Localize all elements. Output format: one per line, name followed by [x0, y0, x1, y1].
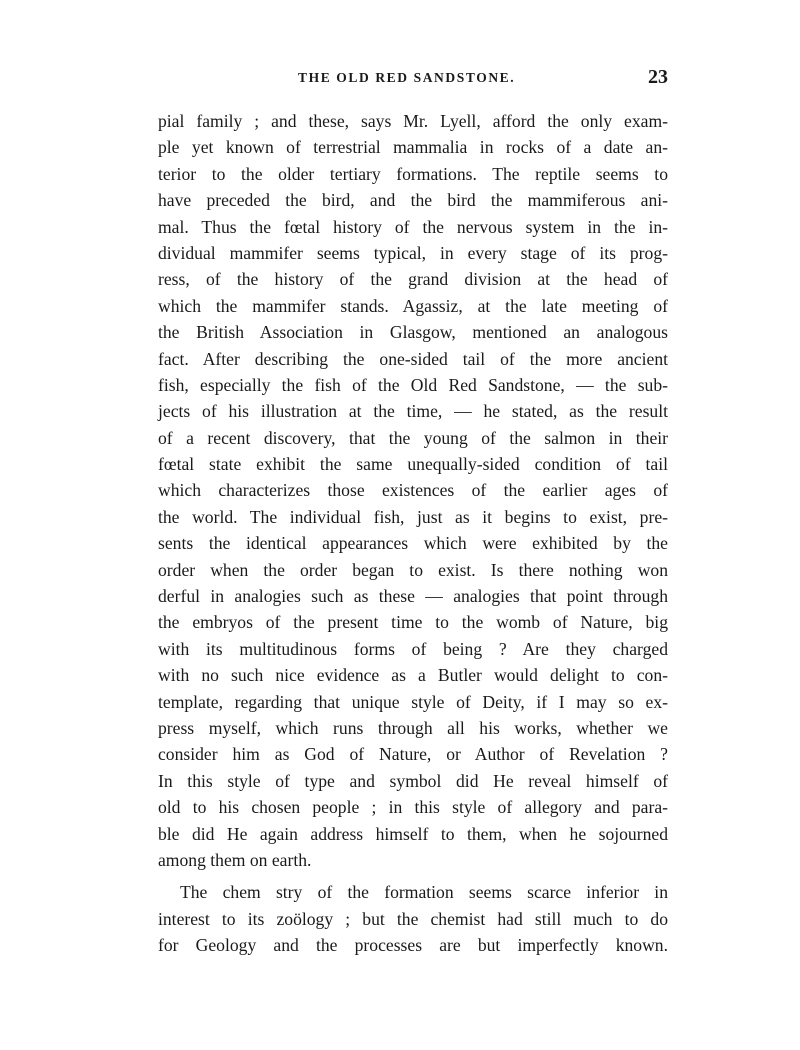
text-line: have preceded the bird, and the bird the mammiferous ani-	[158, 190, 668, 211]
running-title: THE OLD RED SANDSTONE.	[298, 70, 516, 85]
text-line: with no such nice evidence as a Butler would delight to con-	[158, 665, 668, 686]
text-line: fœtal state exhibit the same unequally-sided condition of tail	[158, 454, 668, 475]
text-line: for Geology and the processes are but imperfectly known.	[158, 935, 668, 956]
text-line: which characterizes those existences of the earlier ages of	[158, 480, 668, 501]
text-line: order when the order began to exist. Is there nothing won	[158, 559, 668, 580]
text-line: ress, of the history of the grand division at the head of	[158, 269, 668, 290]
text-line: sents the identical appearances which were exhibited by the	[158, 533, 668, 554]
text-line: among them on earth.	[158, 849, 312, 870]
text-line: template, regarding that unique style of Deity, if I may so ex-	[158, 691, 668, 712]
text-line: the world. The individual fish, just as it begins to exist, pre-	[158, 506, 668, 527]
page-number: 23	[648, 66, 668, 88]
body-text	[158, 108, 668, 959]
text-line: ple yet known of terrestrial mammalia in rocks of a date an-	[158, 137, 668, 158]
text-line: consider him as God of Nature, or Author of Revelation ?	[158, 744, 668, 765]
text-line: mal. Thus the fœtal history of the nervous system in the in-	[158, 216, 668, 237]
text-line: pial family ; and these, says Mr. Lyell, afford the only exam-	[158, 111, 668, 131]
text-line: jects of his illustration at the time, — he stated, as the result	[158, 401, 668, 422]
text-line: In this style of type and symbol did He reveal himself of	[158, 770, 668, 791]
text-line: old to his chosen people ; in this style of allegory and para-	[158, 797, 668, 818]
text-line: the British Association in Glasgow, mentioned an analogous	[158, 322, 668, 343]
text-line: with its multitudinous forms of being ? Are they charged	[158, 638, 668, 659]
text-line: fish, especially the fish of the Old Red Sandstone, — the sub-	[158, 374, 668, 395]
paragraph-2	[158, 879, 668, 958]
text-line: the embryos of the present time to the womb of Nature, big	[158, 612, 668, 633]
text-line: The chem stry of the formation seems scarce inferior in	[180, 882, 668, 903]
text-line: press myself, which runs through all his works, whether we	[158, 717, 668, 738]
text-line: interest to its zoölogy ; but the chemist had still much to do	[158, 908, 668, 929]
text-line: dividual mammifer seems typical, in every stage of its prog-	[158, 242, 668, 263]
text-line: of a recent discovery, that the young of the salmon in their	[158, 427, 668, 448]
text-line: fact. After describing the one-sided tail of the more ancient	[158, 348, 668, 369]
running-head	[158, 66, 668, 92]
text-line: derful in analogies such as these — analogies that point through	[158, 586, 668, 607]
paragraph-1	[158, 108, 668, 873]
text-line: ble did He again address himself to them, when he sojourned	[158, 823, 668, 844]
text-line: which the mammifer stands. Agassiz, at the late meeting of	[158, 295, 668, 316]
text-line: terior to the older tertiary formations. The reptile seems to	[158, 163, 668, 184]
